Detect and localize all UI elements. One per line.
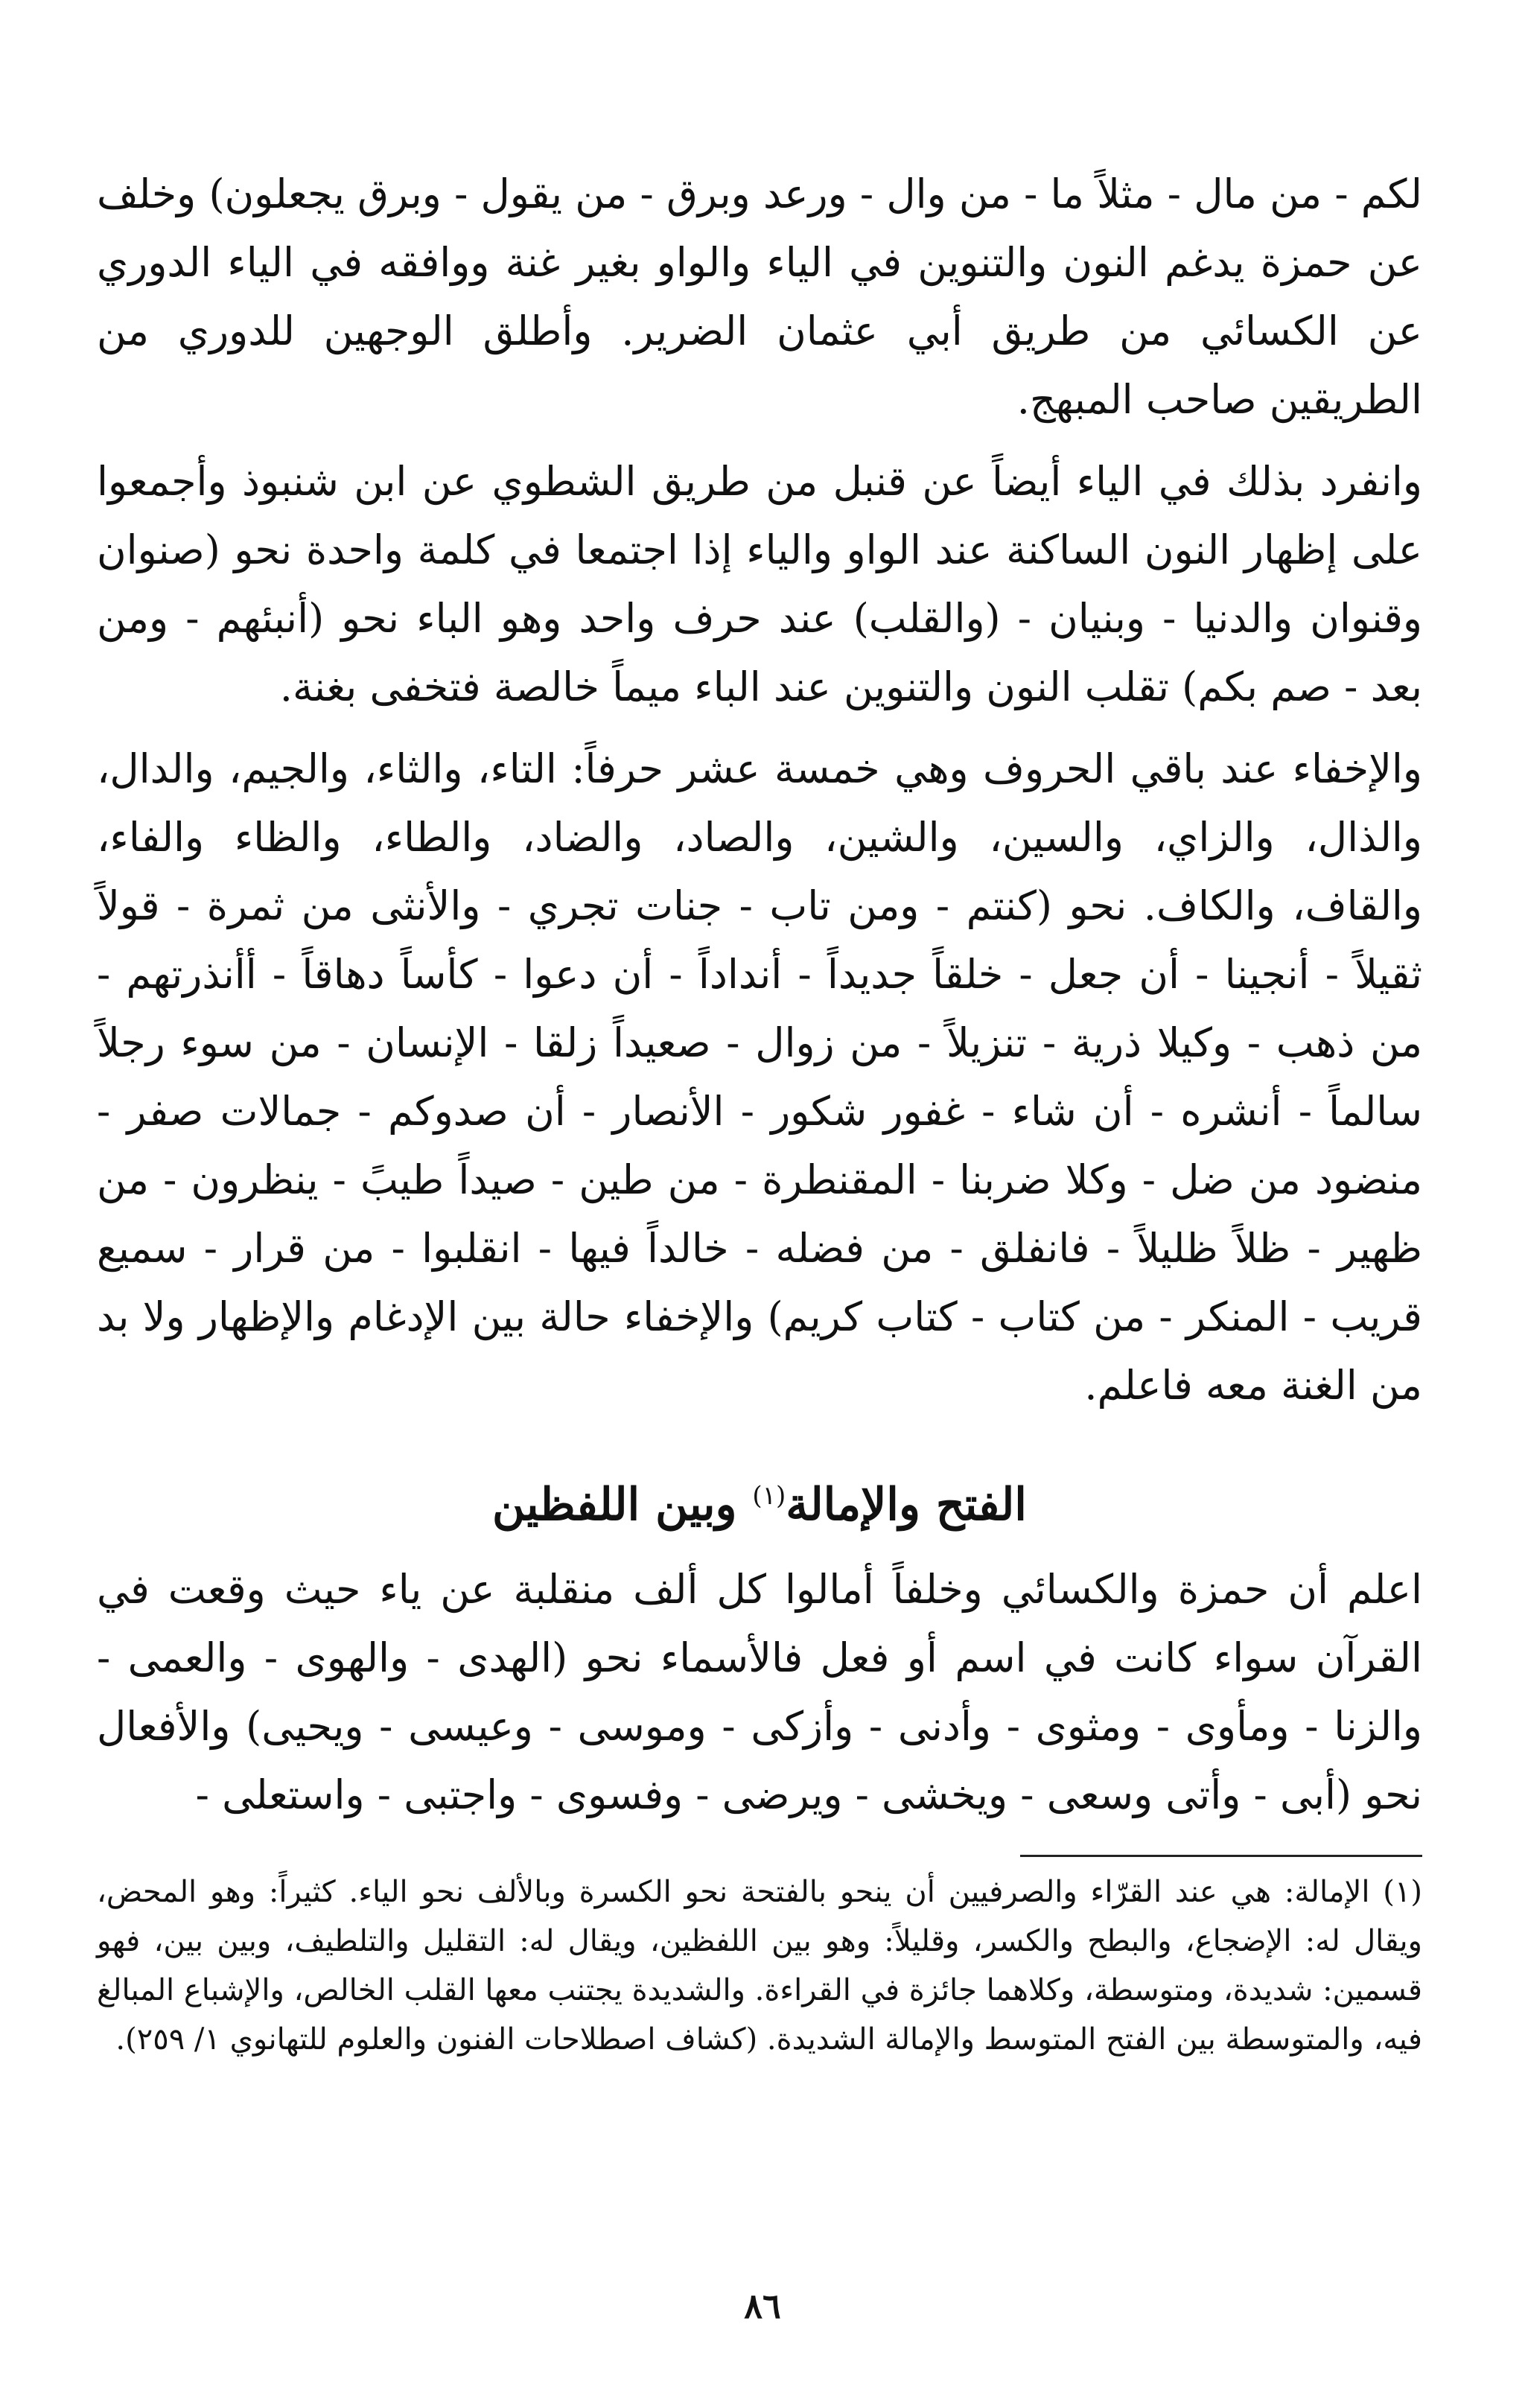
- footnote-text: (١) الإمالة: هي عند القرّاء والصرفيين أن ينحو بالفتحة نحو الكسرة وبالألف نحو الياء. كثيراً: وهو المحض، ويقال له: الإضجاع، والبطح والكسر، وقليلاً: وهو بين اللفظين، ويقال له: التقليل والتلطيف، وبين بين، فهو قسمين: شديدة، ومتوسطة، وكلاهما جائزة في القراءة. والشديدة يجتنب معها القلب الخالص، والإشباع المبالغ فيه، والمتوسطة بين الفتح المتوسط والإمالة الشديدة. (كشاف اصطلاحات الفنون والعلوم للتهانوي ١/ ٢٥٩).: [97, 1875, 1422, 2057]
- page-content: [97, 160, 1422, 2064]
- footnote-marker: (١): [752, 1481, 786, 1511]
- section-heading: [97, 1459, 1422, 1542]
- paragraph-3: والإخفاء عند باقي الحروف وهي خمسة عشر حرفاً: التاء، والثاء، والجيم، والدال، والذال، والزاي، والسين، والشين، والصاد، والضاد، والطاء، والظاء والفاء، والقاف، والكاف. نحو (كنتم - ومن تاب - جنات تجري - والأنثى من ثمرة - قولاً ثقيلاً - أنجينا - أن جعل - خلقاً جديداً - أنداداً - أن دعوا - كأساً دهاقاً - أأنذرتهم - من ذهب - وكيلا ذرية - تنزيلاً - من زوال - صعيداً زلقا - الإنسان - من سوء رجلاً سالماً - أنشره - أن شاء - غفور شكور - الأنصار - أن صدوكم - جمالات صفر - منضود من ضل - وكلا ضربنا - المقنطرة - من طين - صيداً طيبً - ينظرون - من ظهير - ظلاً ظليلاً - فانفلق - من فضله - خالداً فيها - انقلبوا - من قرار - سميع قريب - المنكر - من كتاب - كتاب كريم) والإخفاء حالة بين الإدغام والإظهار ولا بد من الغنة معه فاعلم.: [97, 745, 1422, 1409]
- paragraph-1: لكم - من مال - مثلاً ما - من وال - ورعد وبرق - من يقول - وبرق يجعلون) وخلف عن حمزة يدغم النون والتنوين في الياء والواو بغير غنة ووافقه في الياء الدوري عن الكسائي من طريق أبي عثمان الضرير. وأطلق الوجهين للدوري من الطريقين صاحب المبهج.: [97, 171, 1422, 423]
- footnote-divider: [1020, 1855, 1422, 1857]
- paragraph-4: اعلم أن حمزة والكسائي وخلفاً أمالوا كل ألف منقلبة عن ياء حيث وقعت في القرآن سواء كانت في اسم أو فعل فالأسماء نحو (الهدى - والهوى - والعمى - والزنا - ومأوى - ومثوى - وأدنى - وأزكى - وموسى - وعيسى - ويحيى) والأفعال نحو (أبى - وأتى وسعى - ويخشى - ويرضى - وفسوى - واجتبى - واستعلى -: [97, 1566, 1422, 1818]
- section-heading-tail: وبين اللفظين: [492, 1479, 737, 1531]
- page-number: ٨٦: [744, 2286, 781, 2326]
- paragraph-2: وانفرد بذلك في الياء أيضاً عن قنبل من طريق الشطوي عن ابن شنبوذ وأجمعوا على إظهار النون الساكنة عند الواو والياء إذا اجتمعا في كلمة واحدة نحو (صنوان وقنوان والدنيا - وبنيان - (والقلب) عند حرف واحد وهو الباء نحو (أنبئهم - ومن بعد - صم بكم) تقلب النون والتنوين عند الباء ميماً خالصة فتخفى بغنة.: [97, 458, 1422, 710]
- section-heading-main: الفتح والإمالة: [786, 1479, 1027, 1531]
